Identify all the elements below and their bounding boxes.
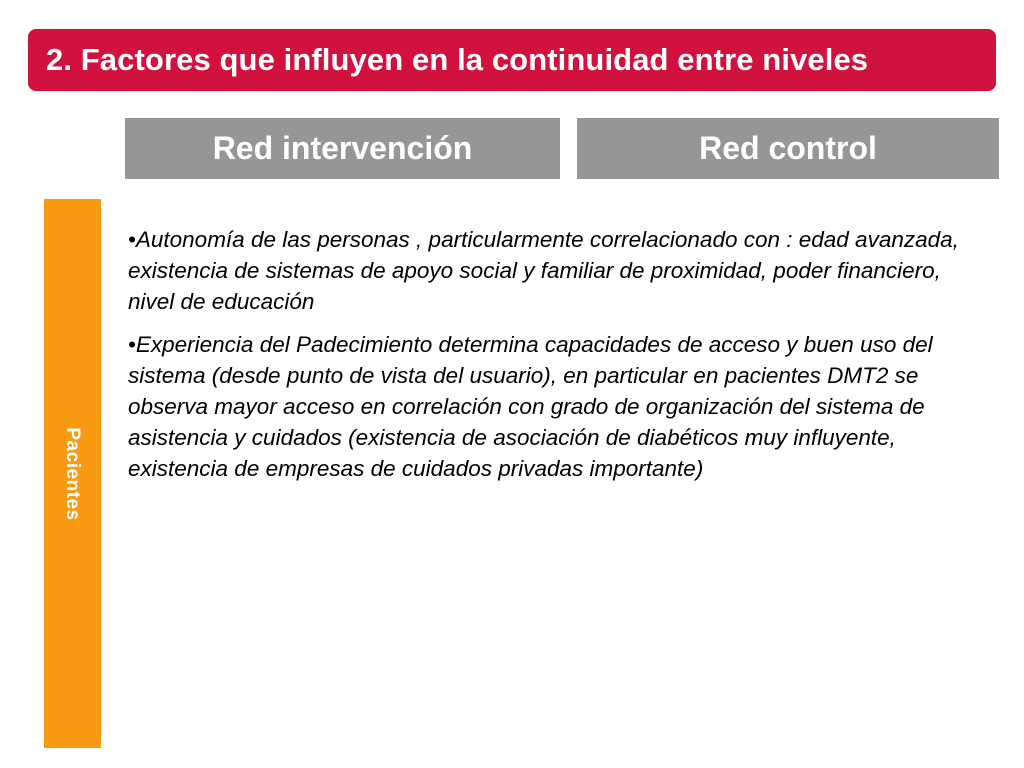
content-area bbox=[128, 224, 968, 496]
title-banner bbox=[28, 29, 996, 91]
column-header-red-intervencion: Red intervención bbox=[125, 118, 560, 179]
bullet-experiencia: •Experiencia del Padecimiento determina capacidades de acceso y buen uso del sistema (desde punto de vista del usuario), en particular en pacientes DMT2 se observa mayor acceso en correlación con grado de organización del sistema de asistencia y cuidados (existencia de asociación de diabéticos muy influyente, existencia de empresas de cuidados privadas importante) bbox=[128, 332, 933, 481]
bullet-autonomia: •Autonomía de las personas , particularmente correlacionado con : edad avanzada, existencia de sistemas de apoyo social y familiar de proximidad, poder financiero, nivel de educación bbox=[128, 227, 959, 314]
side-label: Pacientes bbox=[62, 427, 83, 521]
slide-title: 2. Factores que influyen en la continuidad entre niveles bbox=[46, 42, 869, 77]
column-header-red-control: Red control bbox=[577, 118, 999, 179]
